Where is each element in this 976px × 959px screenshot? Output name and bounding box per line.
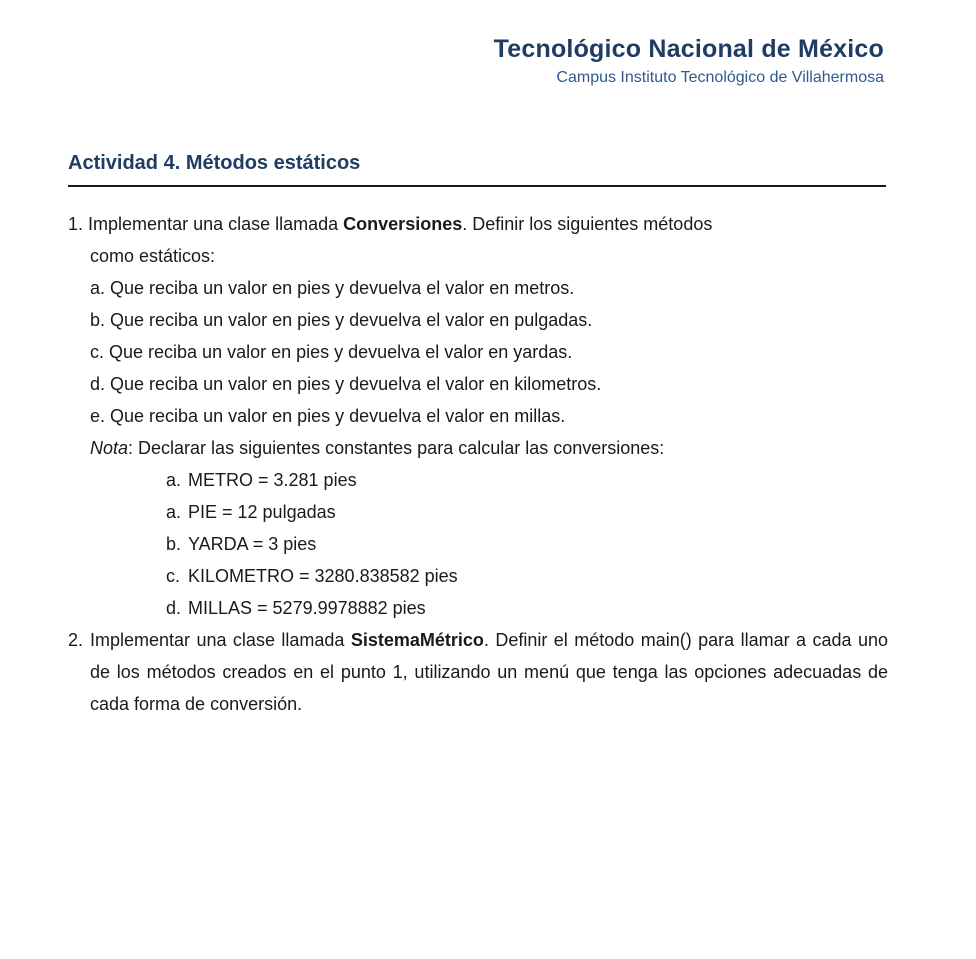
list-item-1: [68, 208, 888, 240]
constant-millas: [68, 592, 888, 624]
constant-text: YARDA = 3 pies: [188, 534, 317, 554]
list-item-2: [68, 624, 888, 720]
constant-letter: b.: [166, 534, 182, 554]
sub-item-a: a. Que reciba un valor en pies y devuelva el valor en metros.: [90, 278, 575, 298]
document-header: [494, 34, 884, 89]
constant-pie: [68, 496, 888, 528]
constant-text: MILLAS = 5279.9978882 pies: [188, 598, 426, 618]
constant-letter: c.: [166, 566, 181, 586]
note-text: : Declarar las siguientes constantes para calcular las conversiones:: [128, 438, 665, 458]
constant-letter: d.: [166, 598, 182, 618]
instructions-list: [68, 208, 888, 720]
sub-item-b: b. Que reciba un valor en pies y devuelva el valor en pulgadas.: [90, 310, 593, 330]
constant-letter: a.: [166, 470, 182, 490]
item-1-class-name: Conversiones: [343, 214, 463, 234]
constant-text: PIE = 12 pulgadas: [188, 502, 336, 522]
item-2-number: 2.: [68, 630, 84, 650]
item-2-class-name: SistemaMétrico: [350, 630, 484, 650]
item-2-text: [90, 624, 888, 720]
item-2-text-before: Implementar una clase llamada: [90, 630, 351, 650]
note: [68, 432, 888, 464]
item-1-number: 1.: [68, 214, 84, 234]
institution-title: Tecnológico Nacional de México: [493, 35, 884, 63]
constant-kilometro: [68, 560, 888, 592]
title-divider: [68, 185, 886, 187]
constant-text: KILOMETRO = 3280.838582 pies: [188, 566, 458, 586]
activity-title: Actividad 4. Métodos estáticos: [68, 152, 361, 174]
item-1-text-line2: como estáticos:: [90, 246, 216, 266]
item-1-text-before: Implementar una clase llamada: [88, 214, 344, 234]
sub-item-d: d. Que reciba un valor en pies y devuelva el valor en kilometros.: [90, 374, 602, 394]
campus-subtitle: Campus Instituto Tecnológico de Villahermosa: [556, 69, 884, 86]
sub-item-e: e. Que reciba un valor en pies y devuelva el valor en millas.: [90, 406, 566, 426]
constant-metro: [68, 464, 888, 496]
constant-text: METRO = 3.281 pies: [188, 470, 357, 490]
item-2-text-after: . Definir el método main() para llamar a cada uno de los métodos creados en el punto 1, utilizando un menú que tenga las opciones adecuadas de cada forma de conversión.: [90, 630, 888, 714]
constant-letter: a.: [166, 502, 182, 522]
sub-item-c: c. Que reciba un valor en pies y devuelva el valor en yardas.: [90, 342, 573, 362]
note-label: Nota: [90, 438, 129, 458]
item-1-text-after: . Definir los siguientes métodos: [462, 214, 713, 234]
constant-yarda: [68, 528, 888, 560]
